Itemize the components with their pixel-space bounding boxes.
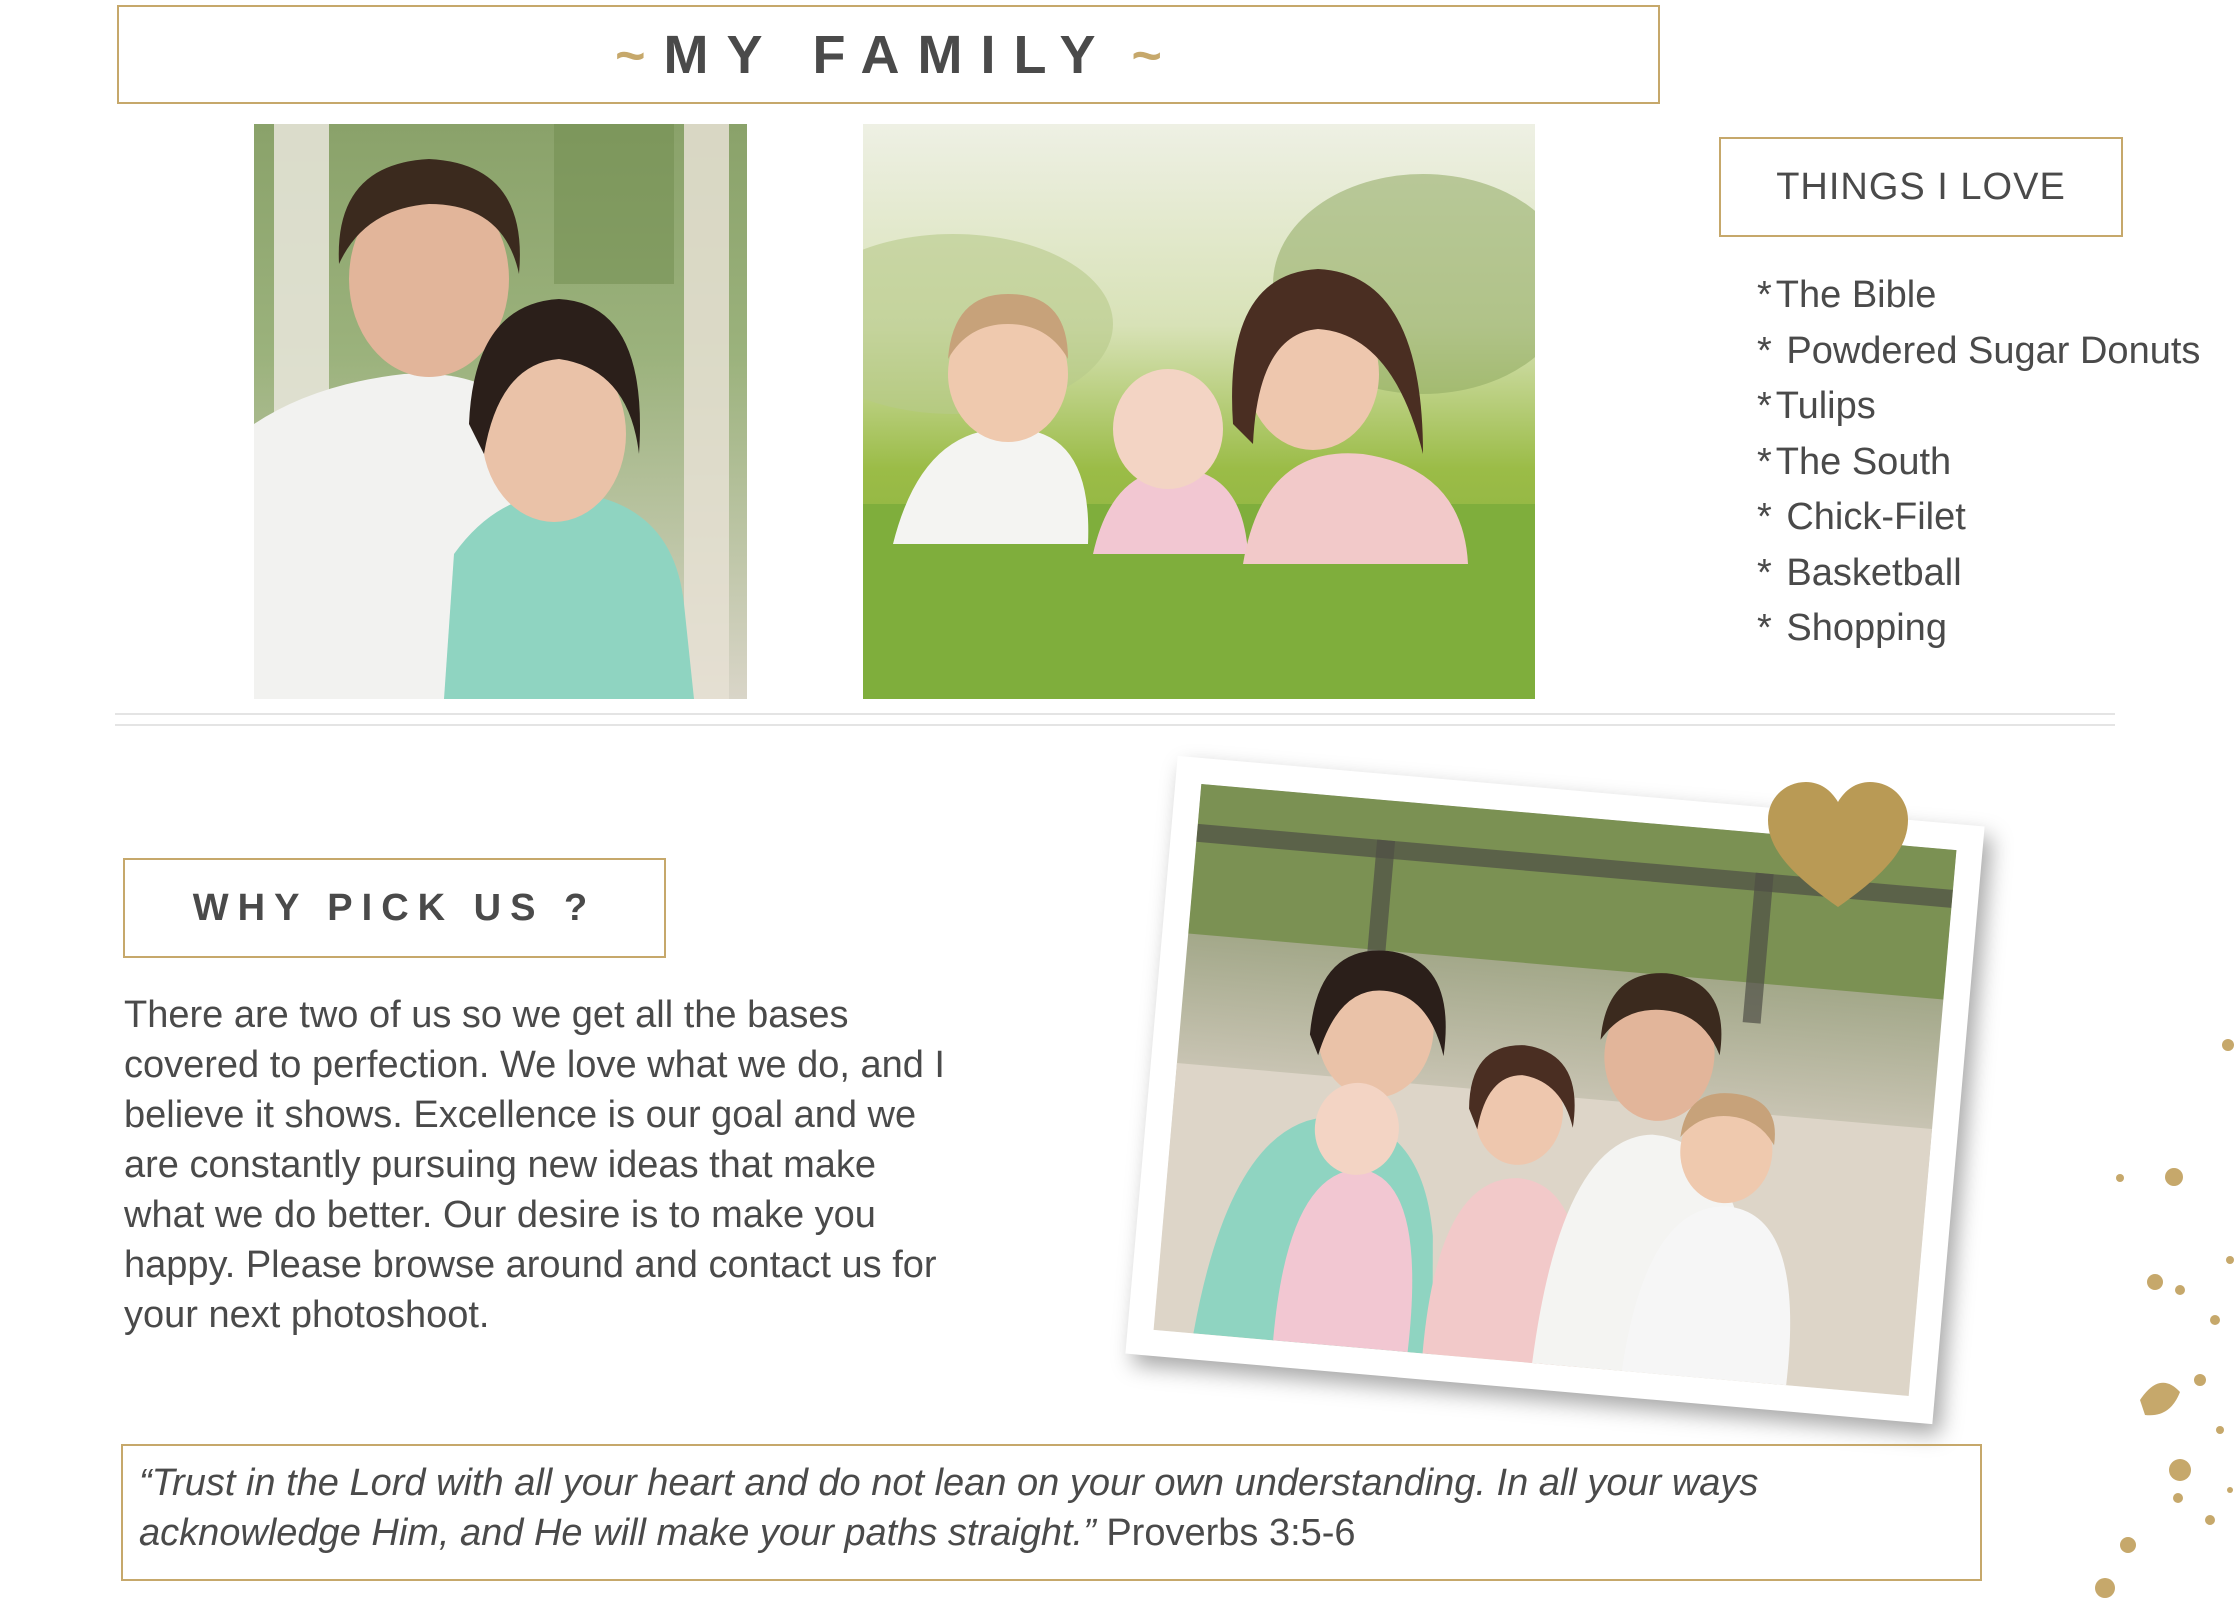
quote-text: [139, 1458, 1964, 1558]
divider-bottom: [115, 724, 2115, 726]
couple-photo: [254, 124, 747, 699]
quote-reference: Proverbs 3:5-6: [1106, 1512, 1356, 1554]
bullet-asterisk: *: [1757, 385, 1772, 427]
things-i-love-title: THINGS I LOVE: [1776, 165, 2066, 208]
list-item-text: Tulips: [1775, 385, 1876, 427]
page-title-text: MY FAMILY: [663, 24, 1114, 85]
page-title: [597, 24, 1180, 86]
list-item: [1757, 435, 2200, 491]
list-item-text: Chick-Filet: [1786, 496, 1966, 538]
things-list: [1757, 268, 2200, 657]
list-item: [1757, 268, 2200, 324]
heart-icon: [1768, 782, 1908, 912]
list-item: [1757, 601, 2200, 657]
bullet-asterisk: *: [1757, 329, 1772, 372]
bullet-asterisk: *: [1757, 496, 1772, 538]
list-item-text: Basketball: [1786, 551, 1962, 594]
bullet-asterisk: *: [1757, 274, 1772, 316]
list-item: [1757, 490, 2200, 546]
divider-top: [115, 713, 2115, 715]
quote-body: “Trust in the Lord with all your heart and do not lean on your own understanding. In all your ways acknowledge Him, and He will make your paths straight.”: [139, 1462, 1759, 1554]
things-i-love-box: [1719, 137, 2123, 237]
tilde-right: ~: [1131, 26, 1162, 85]
bullet-asterisk: *: [1757, 440, 1772, 483]
why-pick-us-box: [123, 858, 666, 958]
couple-photo-illustration: [254, 124, 747, 699]
page-title-box: [117, 5, 1660, 104]
list-item-text: Powdered Sugar Donuts: [1786, 329, 2201, 372]
kids-photo-illustration: [863, 124, 1535, 699]
list-item-text: The Bible: [1775, 274, 1937, 316]
kids-photo: [863, 124, 1535, 699]
list-item-text: Shopping: [1786, 607, 1947, 649]
tilde-left: ~: [615, 26, 646, 85]
list-item: [1757, 324, 2200, 380]
bullet-asterisk: *: [1757, 551, 1772, 594]
list-item: [1757, 546, 2200, 602]
gold-splatter-decoration: [2050, 1020, 2238, 1616]
why-pick-us-text: There are two of us so we get all the bases covered to perfection. We love what we do, and I believe it shows. Excellence is our goal and we are constantly pursuing new ideas that make what we do better. Our desire is to make you happy. Please browse around and contact us for your next photoshoot.: [124, 994, 945, 1336]
list-item-text: The South: [1775, 440, 1952, 483]
why-pick-us-title: WHY PICK US ?: [192, 886, 597, 929]
quote-box: [121, 1444, 1982, 1581]
list-item: [1757, 379, 2200, 435]
bullet-asterisk: *: [1757, 607, 1772, 649]
